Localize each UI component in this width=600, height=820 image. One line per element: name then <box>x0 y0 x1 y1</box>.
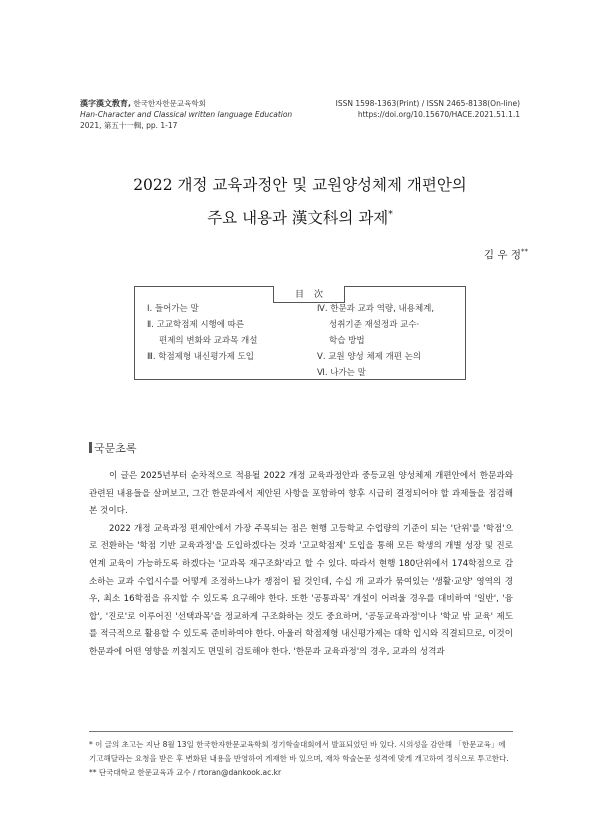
journal-english-name: Han-Character and Classical written language Education <box>80 110 293 119</box>
issue-info: 2021, 第五十一輯, pp. 1-17 <box>80 121 178 130</box>
abstract-heading-label: 국문초록 <box>94 442 137 455</box>
doi-link[interactable]: https://doi.org/10.15670/HACE.2021.51.1.1 <box>357 110 520 119</box>
issn: ISSN 1598-1363(Print) / ISSN 2465-8138(On-line) <box>335 99 520 108</box>
toc-item[interactable]: Ⅰ. 들어가는 말 <box>147 304 199 314</box>
toc-title: 目次 <box>273 286 345 303</box>
abstract-paragraph-1: 이 글은 2025년부터 순차적으로 적용될 2022 개정 교육과정안과 중등교원 양성체제 개편안에서 한문과와 관련된 내용들을 살펴보고, 그간 한문과에서 제안된 사항을 포함하여 향후 시급히 결정되어야 할 과제들을 점검해 본 것이다. <box>89 471 513 517</box>
toc-item[interactable]: Ⅲ. 학점제형 내신평가제 도입 <box>147 352 254 362</box>
toc-item[interactable]: Ⅳ. 한문과 교과 역량, 내용체계, <box>317 304 435 314</box>
toc-item-continuation: 학습 방법 <box>329 336 365 346</box>
footnotes <box>89 738 513 780</box>
abstract-body <box>89 468 513 662</box>
abstract-heading <box>89 440 137 456</box>
issn-block <box>336 98 520 120</box>
footnote-2-mark: ** <box>89 768 97 777</box>
paper-title <box>60 170 540 233</box>
footnote-1-mark: * <box>89 740 93 749</box>
author-name: 김 우 정 <box>483 249 521 261</box>
society-name: 한국한자한문교육학회 <box>133 99 206 108</box>
toc-item-continuation: 편제의 변화와 교과목 개설 <box>159 336 258 346</box>
toc-right-column <box>317 301 462 381</box>
title-footnote-mark[interactable]: * <box>388 210 393 220</box>
toc-item[interactable]: Ⅴ. 교원 양성 체제 개편 논의 <box>317 352 422 362</box>
journal-header <box>80 98 292 131</box>
heading-bar-icon <box>89 442 92 453</box>
title-line-2: 주요 내용과 漢文科의 과제 <box>207 209 389 228</box>
toc-item-continuation: 성취기준 재설정과 교수· <box>329 320 420 330</box>
abstract-paragraph-2: 2022 개정 교육과정 편제안에서 가장 주목되는 점은 현행 고등학교 수업량의 기준이 되는 '단위'를 '학점'으로 전환하는 '학점 기반 교육과정'을 도입하겠다는 것과 '고교학점제' 도입을 통해 모든 학생의 개별 성장 및 진로 연계 교육이 가능하도록 하겠다는 '교과목 재구조화'라고 할 수 있다. 따라서 현행 180단위에서 174학점으로 감소하는 교과 수업시수를 어떻게 조정하느냐가 쟁점이 될 것인데, 수십 개 교과가 묶여있는 '생활·교양' 영역의 경우, 최소 16학점을 유지할 수 있도록 요구해야 한다. 또한 '공통과목' 개설이 어려울 경우를 대비하여 '일반', '융합', '진로'로 이루어진 '선택과목'을 정교하게 구조화하는 것도 중요하며, '공동교육과정'이나 '학교 밖 교육' 제도를 적극적으로 활용할 수 있도록 준비하여야 한다. 아울러 학점제형 내신평가제는 대학 입시와 직결되므로, 이것이 한문과에 어떤 영향을 끼칠지도 면밀히 검토해야 한다. '한문과 교육과정'의 경우, 교과의 성격과 <box>89 523 513 657</box>
author-footnote-mark[interactable]: ** <box>521 247 528 256</box>
title-line-1: 2022 개정 교육과정안 및 교원양성체제 개편안의 <box>133 176 467 194</box>
toc-left-column <box>147 301 307 365</box>
toc-item[interactable]: Ⅵ. 나가는 말 <box>317 368 366 378</box>
footnote-1-text: 이 글의 초고는 지난 8월 13일 한국한자한문교육학회 정기학술대회에서 발표되었던 바 있다. 시의성을 감안해 「한문교육」에 기고해달라는 요청을 받은 후 변화된 내용을 반영하여 게재한 바 있으며, 재차 학술논문 성격에 맞게 개고하여 정식으로 투고한다. <box>89 740 509 763</box>
journal-name: 漢字漢文敎育, <box>80 99 132 108</box>
footnote-1 <box>89 738 513 766</box>
author <box>484 247 528 262</box>
footnote-divider <box>89 731 513 732</box>
footnote-2 <box>89 766 513 780</box>
table-of-contents <box>134 286 466 380</box>
footnote-2-text: 단국대학교 한문교육과 교수 / rtoran@dankook.ac.kr <box>98 768 282 777</box>
toc-item[interactable]: Ⅱ. 고교학점제 시행에 따른 <box>147 320 245 330</box>
